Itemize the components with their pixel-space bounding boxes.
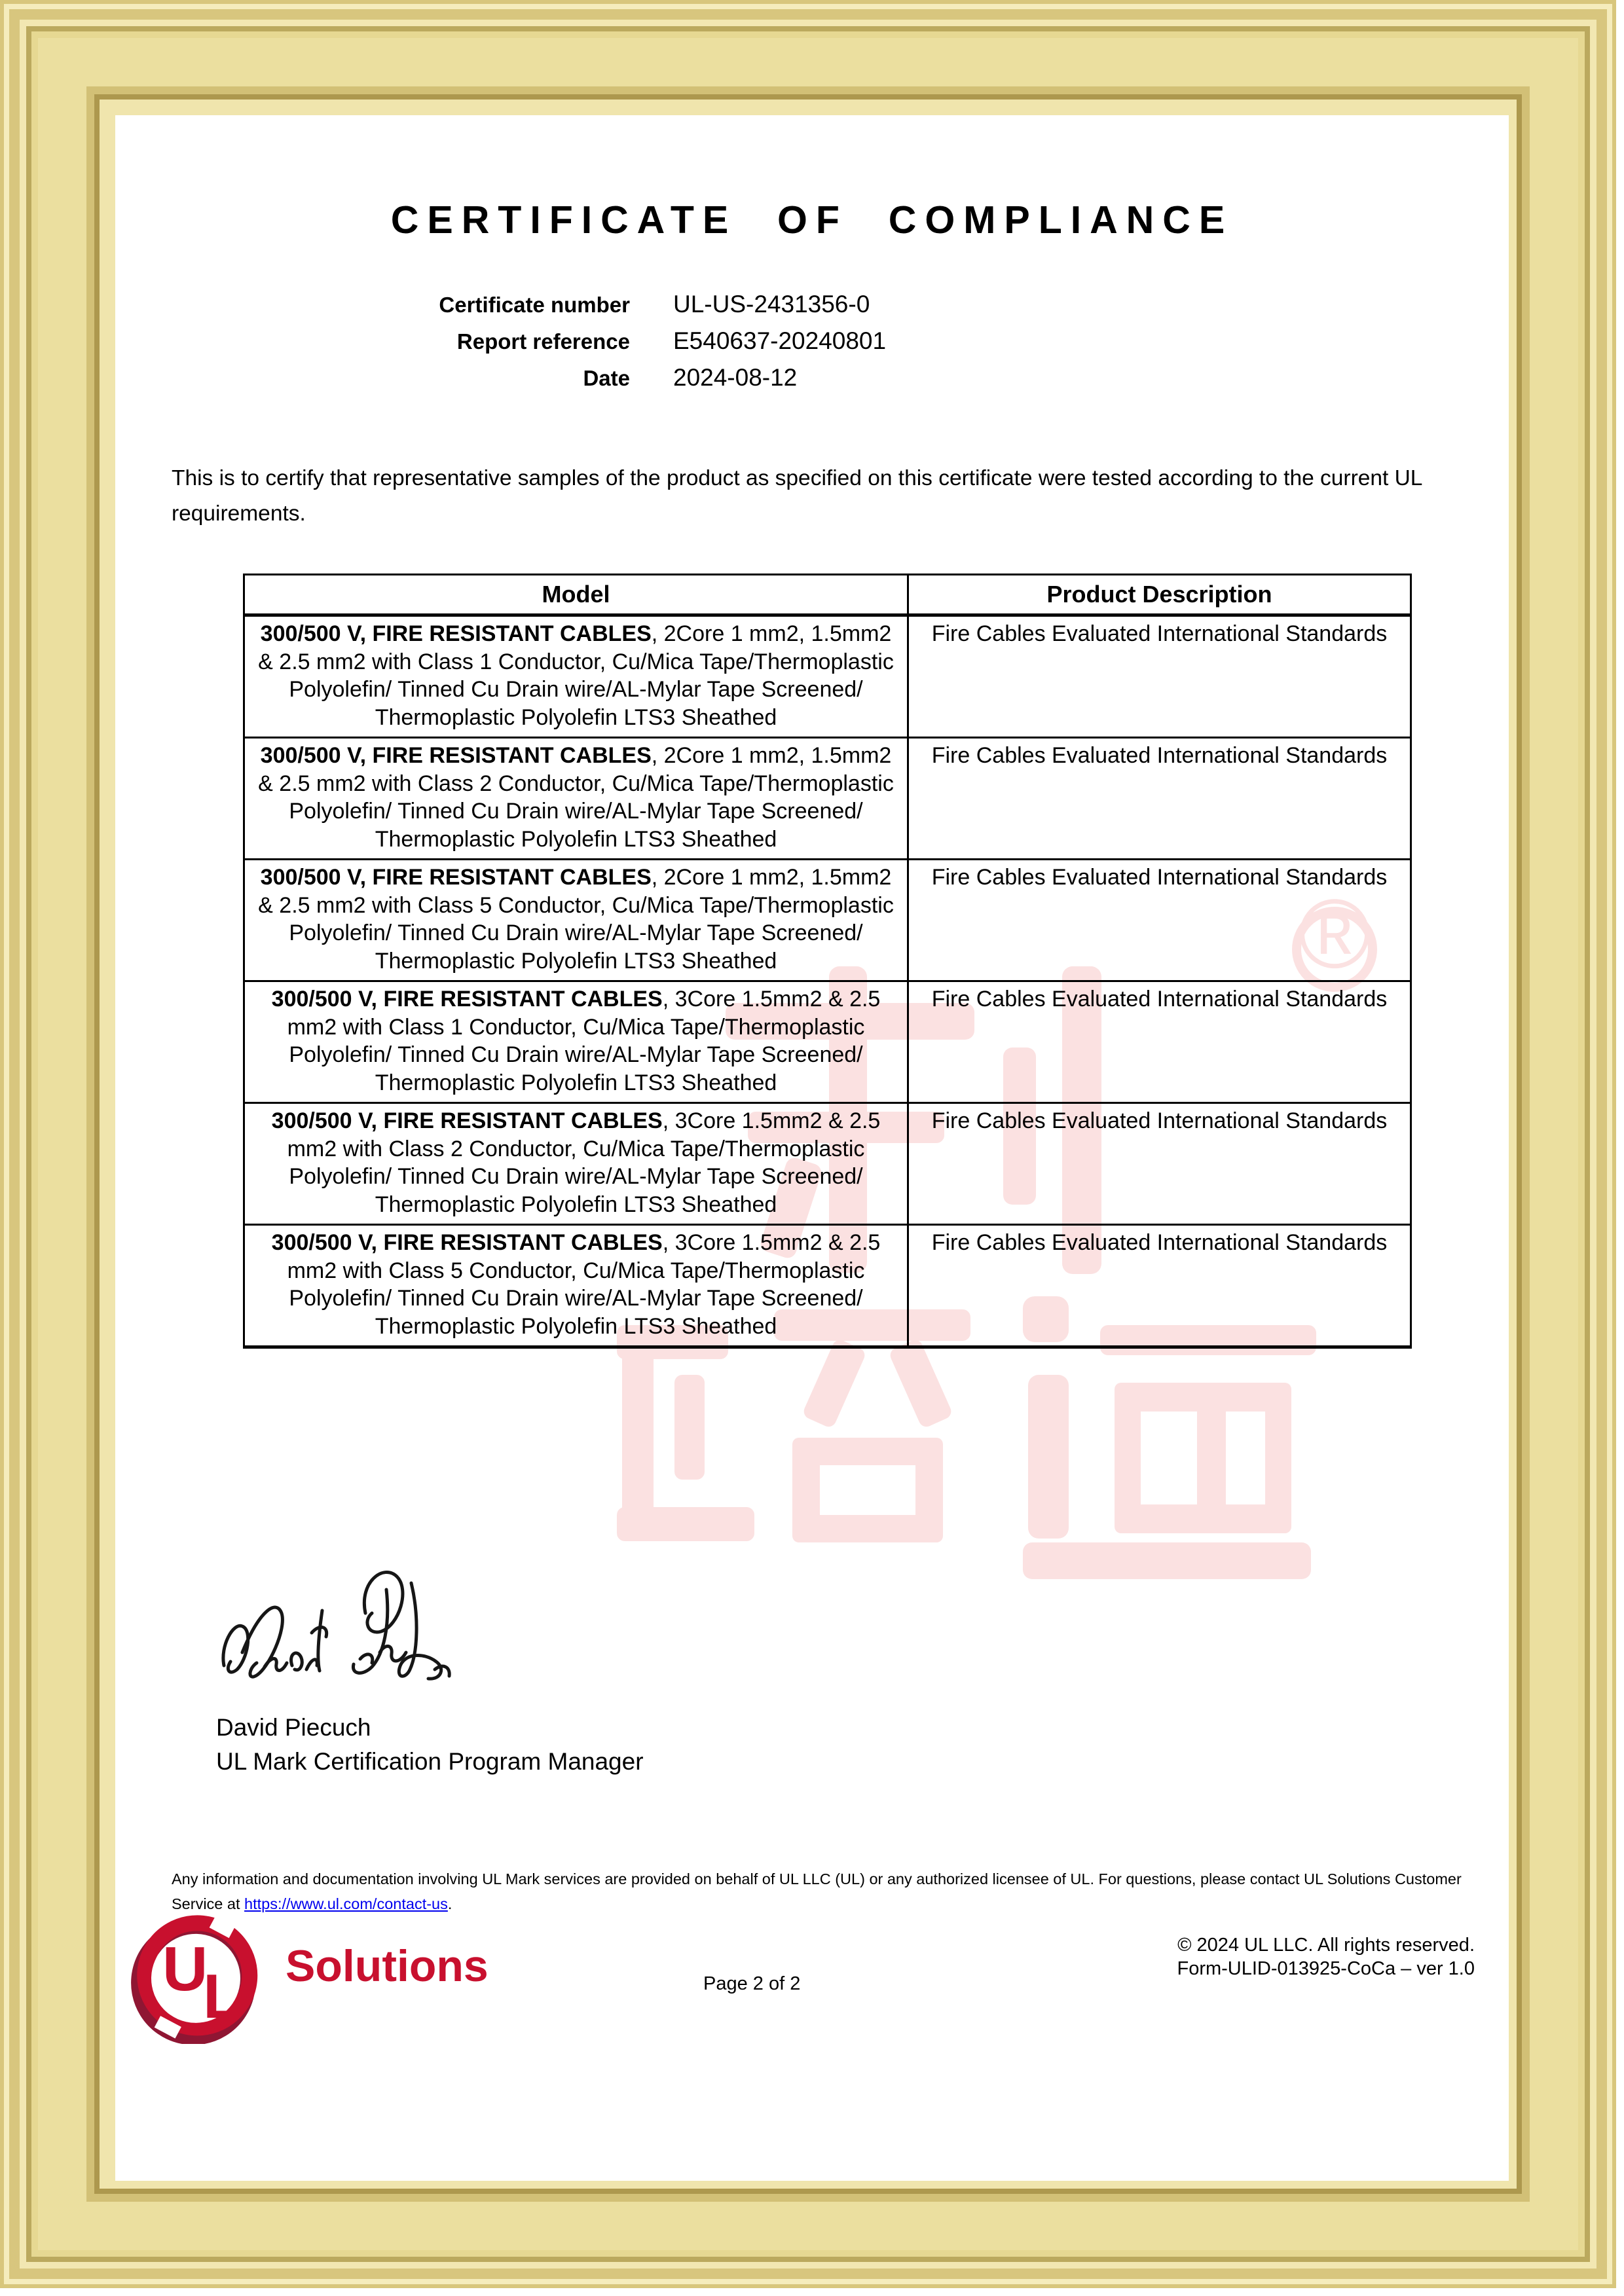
ul-solutions-logo <box>130 1913 771 2044</box>
form-id-line: Form-ULID-013925-CoCa – ver 1.0 <box>1177 1958 1475 1979</box>
model-name: 300/500 V, FIRE RESISTANT CABLES <box>271 987 663 1011</box>
model-name: 300/500 V, FIRE RESISTANT CABLES <box>260 743 652 768</box>
product-table <box>243 574 1412 1349</box>
ul-monogram-icon <box>130 1913 261 2044</box>
report-reference-value: E540637-20240801 <box>673 327 887 354</box>
description-cell: Fire Cables Evaluated International Standards <box>908 738 1411 860</box>
description-cell: Fire Cables Evaluated International Standards <box>908 860 1411 981</box>
certification-statement: This is to certify that representative samples of the product as specified on this certificate were tested according to the current UL requirements. <box>172 466 1422 526</box>
legal-text: Any information and documentation involving UL Mark services are provided on behalf of UL LLC (UL) or any authorized licensee of UL. For questions, please contact UL Solutions Customer Service at <box>172 1870 1462 1912</box>
model-cell <box>244 615 908 738</box>
model-column-header: Model <box>244 575 908 615</box>
description-cell: Fire Cables Evaluated International Standards <box>908 981 1411 1103</box>
contact-link[interactable]: https://www.ul.com/contact-us <box>244 1895 448 1912</box>
table-row <box>244 981 1411 1103</box>
model-name: 300/500 V, FIRE RESISTANT CABLES <box>271 1230 663 1255</box>
certificate-page <box>115 115 1509 2181</box>
certificate-meta <box>172 291 886 392</box>
table-row <box>244 860 1411 981</box>
table-row <box>244 1225 1411 1347</box>
date-label: Date <box>583 366 630 390</box>
logo-letter-u: U <box>162 1934 208 2004</box>
description-cell: Fire Cables Evaluated International Standards <box>908 1225 1411 1347</box>
page-number: Page 2 of 2 <box>703 1973 801 1994</box>
model-spec: , 2Core 1 mm2, 1.5mm2 & 2.5 mm2 with Class 5 Conductor, Cu/Mica Tape/Thermoplastic Polyolefin/ Tinned Cu Drain wire/AL-Mylar Tape Screened/ Thermoplastic Polyolefin LTS3 Sheathed <box>258 865 894 974</box>
copyright-line: © 2024 UL LLC. All rights reserved. <box>1177 1935 1475 1956</box>
logo-wordmark: Solutions <box>286 1941 489 1991</box>
legal-text-end: . <box>447 1895 452 1912</box>
report-reference-label: Report reference <box>456 329 630 354</box>
model-spec: , 3Core 1.5mm2 & 2.5 mm2 with Class 1 Conductor, Cu/Mica Tape/Thermoplastic Polyolefin/ Tinned Cu Drain wire/AL-Mylar Tape Screened/ Thermoplastic Polyolefin LTS3 Sheathed <box>287 987 881 1095</box>
model-name: 300/500 V, FIRE RESISTANT CABLES <box>260 865 652 890</box>
table-row <box>244 1103 1411 1225</box>
description-cell: Fire Cables Evaluated International Standards <box>908 615 1411 738</box>
signatory-name: David Piecuch <box>216 1714 371 1741</box>
model-cell <box>244 860 908 981</box>
model-name: 300/500 V, FIRE RESISTANT CABLES <box>271 1108 663 1133</box>
model-cell <box>244 738 908 860</box>
model-cell <box>244 1103 908 1225</box>
registered-symbol-letter: ® <box>1298 879 1371 989</box>
certificate-title: CERTIFICATE OF COMPLIANCE <box>390 198 1234 242</box>
table-row <box>244 615 1411 738</box>
model-spec: , 2Core 1 mm2, 1.5mm2 & 2.5 mm2 with Class 2 Conductor, Cu/Mica Tape/Thermoplastic Polyolefin/ Tinned Cu Drain wire/AL-Mylar Tape Screened/ Thermoplastic Polyolefin LTS3 Sheathed <box>258 743 894 852</box>
table-header-row <box>244 575 1411 615</box>
certificate-number-label: Certificate number <box>439 293 630 317</box>
description-column-header: Product Description <box>908 575 1411 615</box>
signature-stroke-image <box>213 1553 515 1717</box>
model-spec: , 3Core 1.5mm2 & 2.5 mm2 with Class 5 Conductor, Cu/Mica Tape/Thermoplastic Polyolefin/ Tinned Cu Drain wire/AL-Mylar Tape Screened/ Thermoplastic Polyolefin LTS3 Sheathed <box>287 1230 881 1339</box>
model-spec: , 2Core 1 mm2, 1.5mm2 & 2.5 mm2 with Class 1 Conductor, Cu/Mica Tape/Thermoplastic Polyolefin/ Tinned Cu Drain wire/AL-Mylar Tape Screened/ Thermoplastic Polyolefin LTS3 Sheathed <box>258 621 894 730</box>
model-name: 300/500 V, FIRE RESISTANT CABLES <box>260 621 652 646</box>
model-cell <box>244 981 908 1103</box>
description-cell: Fire Cables Evaluated International Standards <box>908 1103 1411 1225</box>
certificate-number-value: UL-US-2431356-0 <box>673 291 870 318</box>
model-spec: , 3Core 1.5mm2 & 2.5 mm2 with Class 2 Conductor, Cu/Mica Tape/Thermoplastic Polyolefin/ Tinned Cu Drain wire/AL-Mylar Tape Screened/ Thermoplastic Polyolefin LTS3 Sheathed <box>287 1108 881 1217</box>
logo-letter-l: L <box>203 1961 242 2032</box>
date-value: 2024-08-12 <box>673 364 798 391</box>
legal-disclaimer <box>172 1867 1475 1916</box>
signature <box>213 1553 515 1717</box>
table-row <box>244 738 1411 860</box>
model-cell <box>244 1225 908 1347</box>
copyright-block <box>1177 1934 1475 1981</box>
signatory-role: UL Mark Certification Program Manager <box>216 1748 644 1775</box>
